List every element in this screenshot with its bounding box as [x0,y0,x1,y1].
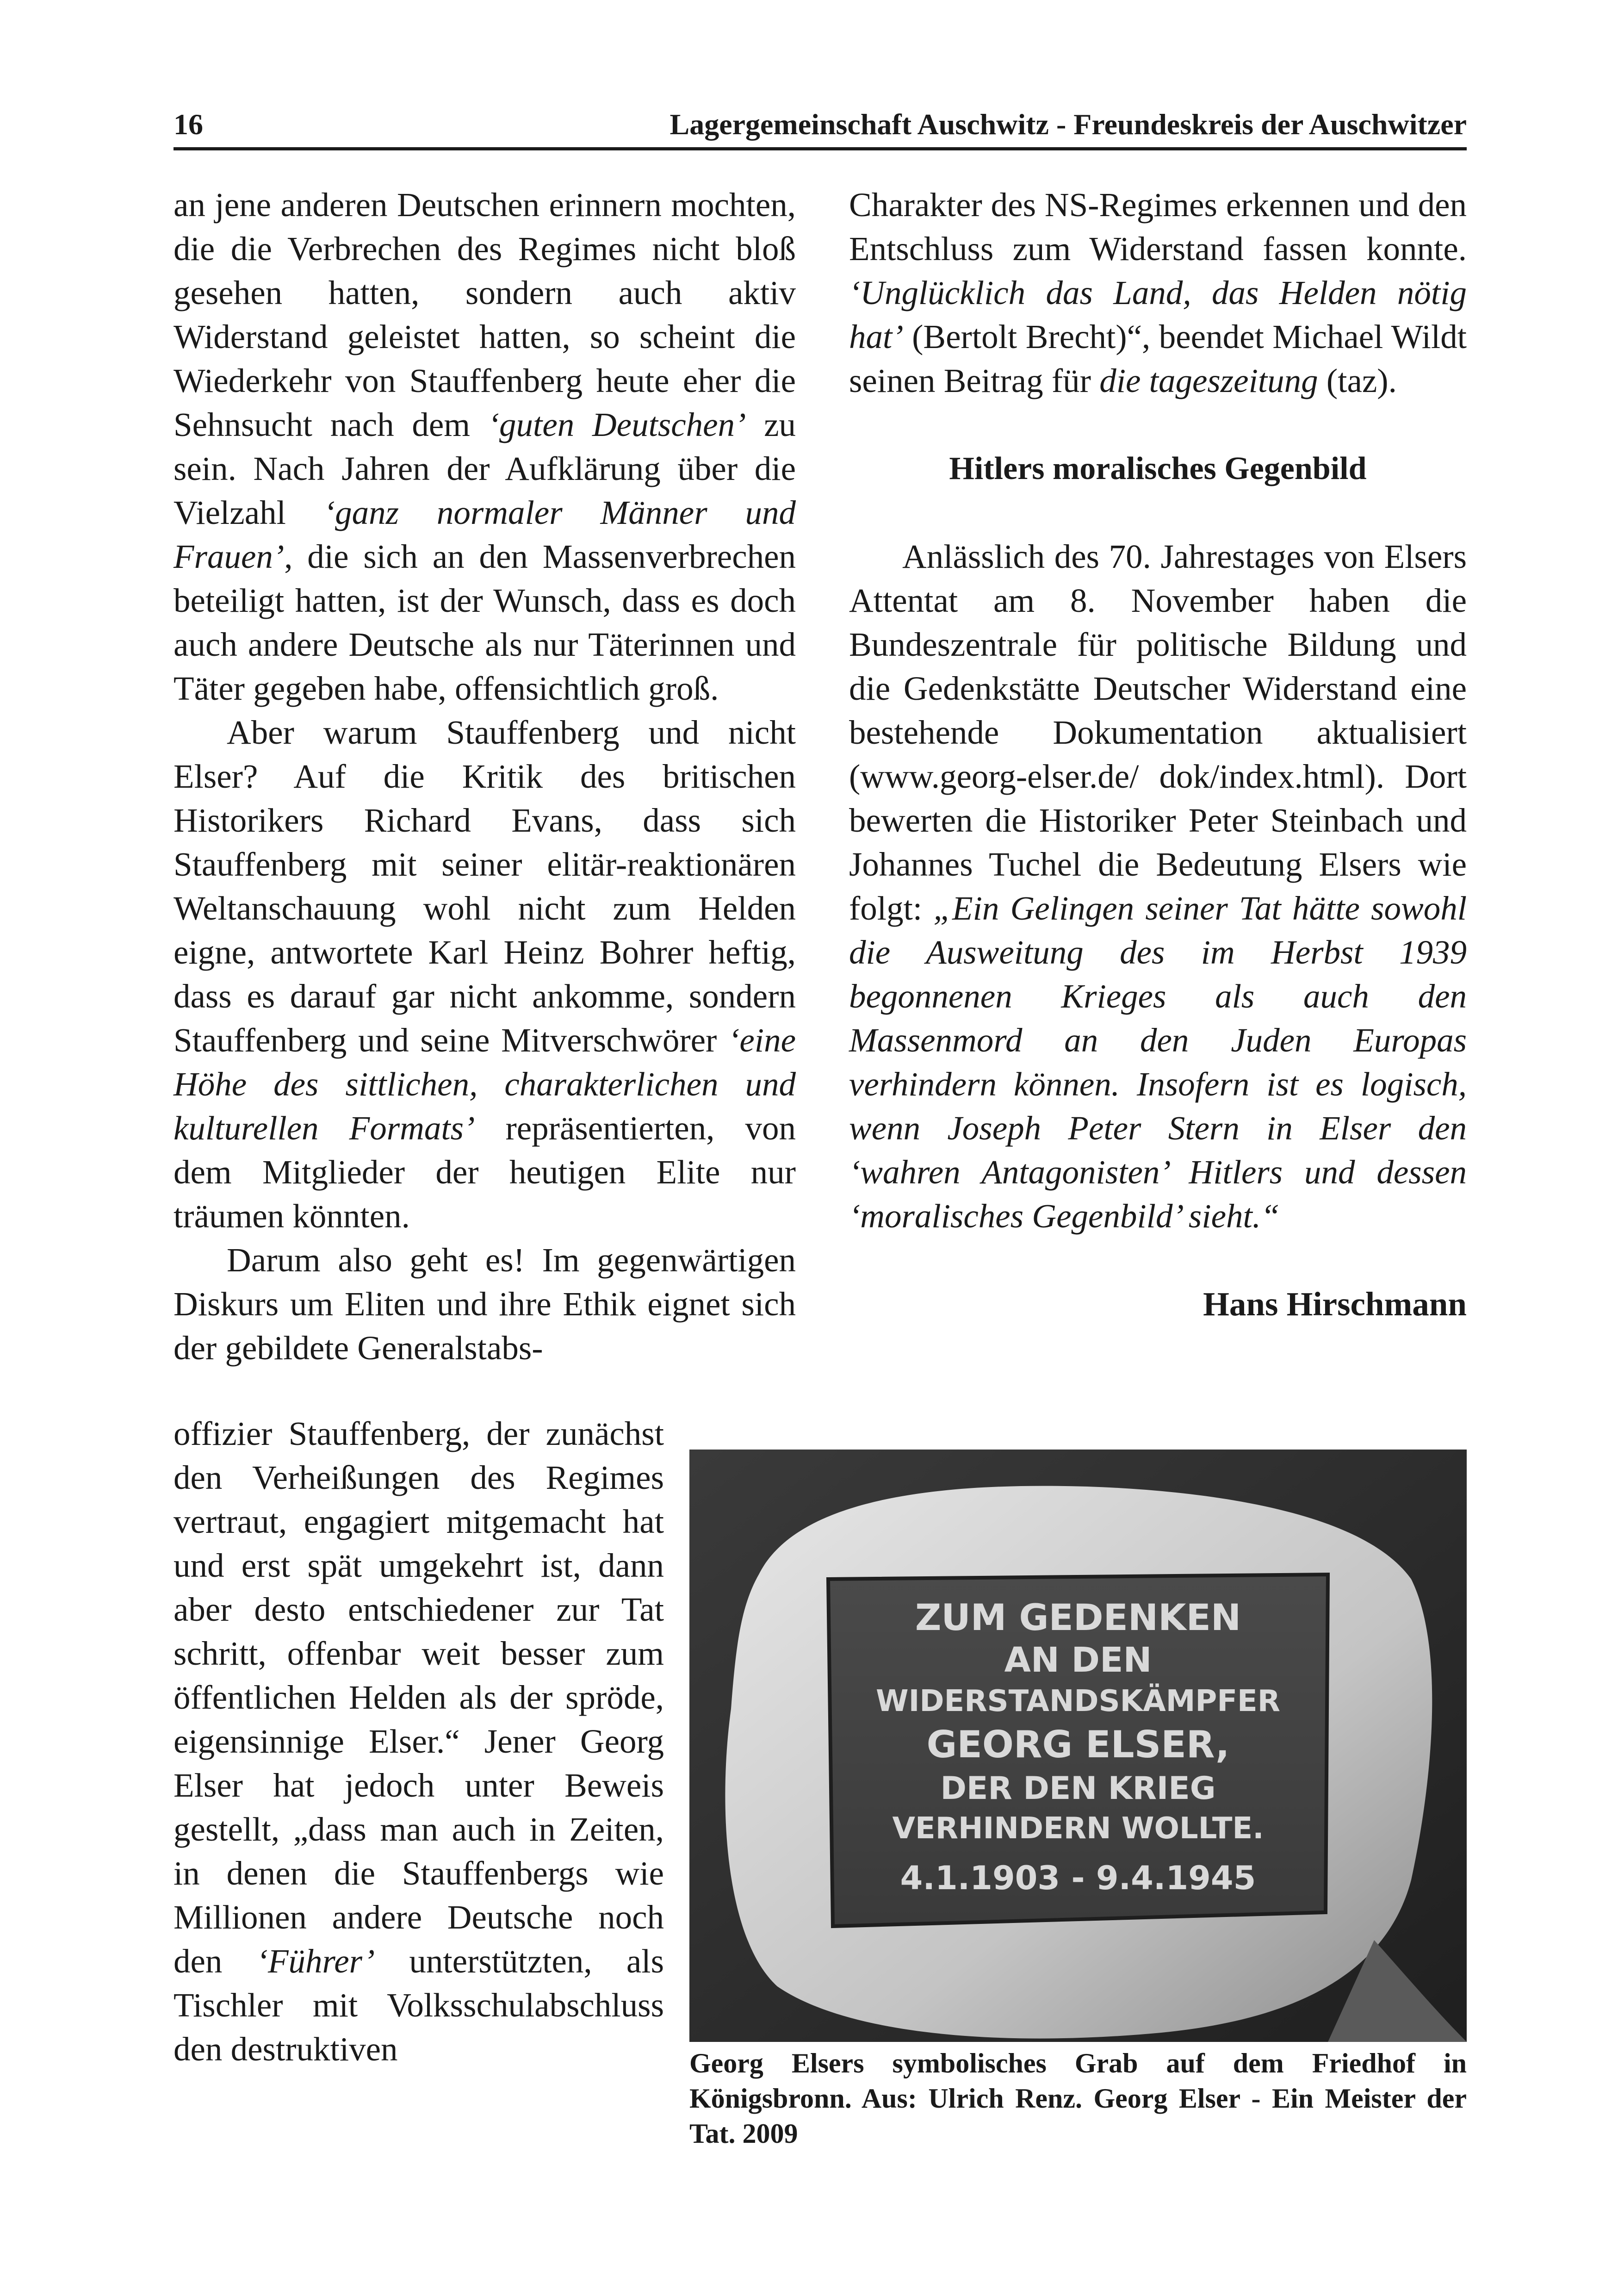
text-run: an jene anderen Deutschen erinnern mochten, die die Verbrechen des Regimes nicht bloß gesehen hatten, sondern auch aktiv Widerstand geleistet hatten, so scheint die Wiederkehr von Stauffenberg heute eher die Sehnsucht nach dem [174,186,796,443]
plaque-line-2: AN DEN [1004,1640,1152,1680]
plaque-line-6: VERHINDERN WOLLTE. [892,1811,1264,1846]
text-run: offizier Stauffenberg, der zunächst den Verheißungen des Regimes vertraut, engagiert mitgemacht hat und erst spät umgekehrt ist, dann aber desto entschiedener zur Tat schritt, offenbar weit besser zum öffentlichen Helden als der spröde, eigensinnige Elser.“ Jener Georg Elser hat jedoch unter Beweis gestellt, „dass man auch in Zeiten, in denen die Stauffenbergs wie Millionen andere Deutsche noch den [174,1415,664,1980]
newspaper-title: die tageszeitung [1099,362,1318,399]
grave-photo [689,1450,1467,2042]
page-header [174,107,1467,149]
left-column-narrow [174,1412,664,2071]
plaque-line-4: GEORG ELSER, [926,1723,1230,1766]
text-run: repräsentierten, von dem Mitglieder der heutigen Elite nur träumen könnten. [174,1109,796,1235]
right-paragraph-2 [849,535,1467,1238]
running-title: Lagergemeinschaft Auschwitz - Freundeskreis der Auschwitzer [670,108,1467,141]
page-number: 16 [174,108,203,141]
section-heading: Hitlers moralisches Gegenbild [949,451,1367,486]
right-paragraph-1 [849,183,1467,403]
article-author: Hans Hirschmann [1203,1285,1467,1323]
left-paragraph-2 [174,710,796,1238]
quote-guten-deutschen: ‘guten Deutschen’ [488,406,746,443]
left-paragraph-3: Darum also geht es! Im gegenwärtigen Diskurs um Eliten und ihre Ethik eignet sich der gebildete Generalstabs- [174,1241,796,1367]
left-column [174,183,796,1370]
quote-hoehe-des-sittlichen: ‘eine Höhe des sittlichen, charakterlichen und kulturellen Formats’ [174,1021,796,1147]
text-run: unterstützten, als Tischler mit Volksschulabschluss den destruktiven [174,1942,664,2068]
quote-ganz-normaler: ‘ganz normaler Männer und Frauen’ [174,494,796,575]
text-run: (taz). [1318,362,1397,399]
right-column [849,183,1467,1326]
text-run: Charakter des NS-Regimes erkennen und den Entschluss zum Widerstand fassen konnte. [849,186,1467,268]
photo-caption: Georg Elsers symbolisches Grab auf dem Friedhof in Königsbronn. Aus: Ulrich Renz. Georg Elser - Ein Meister der Tat. 2009 [689,2048,1467,2149]
text-run: zu sein. Nach Jahren der Aufklärung über die Vielzahl [174,406,796,531]
text-run: , die sich an den Massenverbrechen beteiligt hatten, ist der Wunsch, dass es doch auch andere Deutsche als nur Täterinnen und Täter gegeben habe, offensichtlich groß. [174,538,796,707]
plaque-line-7: 4.1.1903 - 9.4.1945 [900,1859,1256,1897]
quote-brecht: ‘Unglücklich das Land, das Helden nötig hat’ [849,274,1467,355]
text-run: Aber warum Stauffenberg und nicht Elser? Auf die Kritik des britischen Historikers Richard Evans, dass sich Stauffenberg mit seiner elitär-reaktionären Weltanschauung wohl nicht zum Helden eigne, antwortete Karl Heinz Bohrer heftig, dass es darauf gar nicht ankomme, sondern Stauffenberg und seine Mitverschwörer [174,714,796,1059]
text-run: (Bertolt Brecht)“, beendet Michael Wildt seinen Beitrag für [849,318,1467,399]
text-run: Anlässlich des 70. Jahrestages von Elsers Attentat am 8. November haben die Bundeszentrale für politische Bildung und die Gedenkstätte Deutscher Widerstand eine bestehende Dokumentation aktualisiert (www.georg-elser.de/ dok/index.html). Dort bewerten die Historiker Peter Steinbach und Johannes Tuchel die Bedeutung Elsers wie folgt: [849,538,1467,927]
left-paragraph-3-continued [174,1412,664,2071]
photo-illustration [689,1450,1467,2042]
plaque-line-3: WIDERSTANDSKÄMPFER [875,1684,1281,1718]
header-rule [174,147,1467,150]
quote-fuehrer: ‘Führer’ [256,1942,375,1980]
quote-steinbach-tuchel: „Ein Gelingen seiner Tat hätte sowohl die Ausweitung des im Herbst 1939 begonnenen Krieges als auch den Massenmord an den Juden Europas verhindern können. Insofern ist es logisch, wenn Joseph Peter Stern in Elser den ‘wahren Antagonisten’ Hitlers und dessen ‘moralisches Gegenbild’ sieht.“ [849,890,1467,1235]
plaque-line-5: DER DEN KRIEG [940,1770,1216,1807]
left-paragraph-1 [174,183,796,710]
plaque-line-1: ZUM GEDENKEN [915,1597,1241,1639]
